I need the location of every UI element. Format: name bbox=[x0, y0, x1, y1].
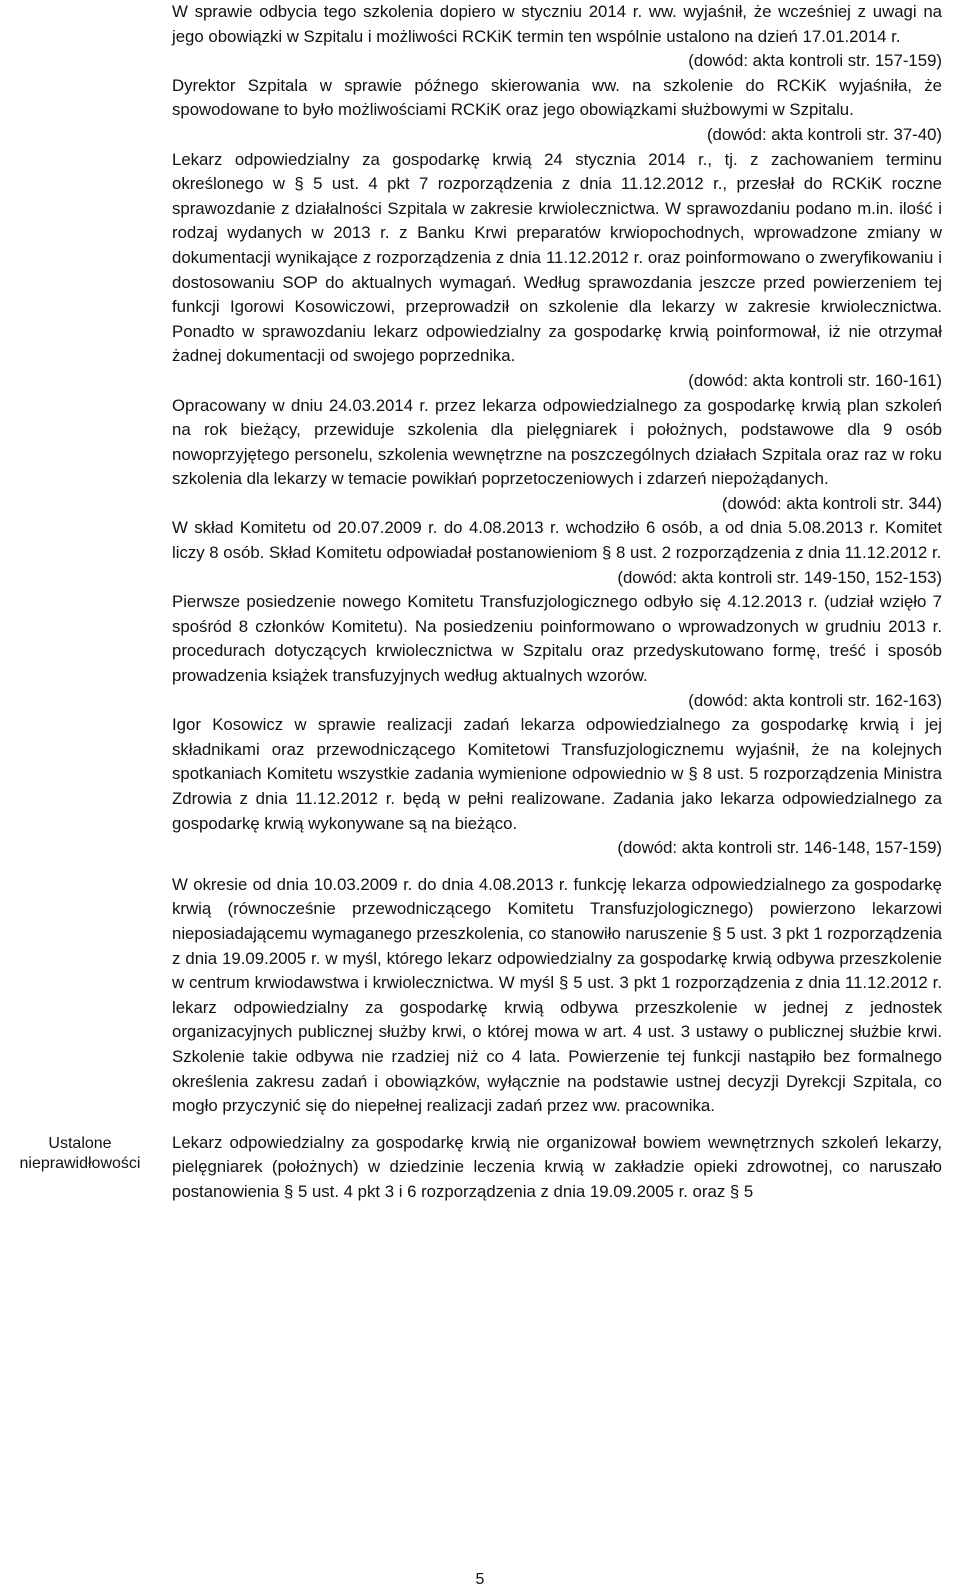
paragraph: Pierwsze posiedzenie nowego Komitetu Transfuzjologicznego odbyło się 4.12.2013 r. (udział wzięło 7 spośród 8 członków Komitetu). Na posiedzeniu poinformowano o wprowadzonych w grudniu 2013 r. procedurach dotyczących krwiolecznictwa w Szpitalu oraz przedyskutowano formę, treść i sposób prowadzenia książek transfuzyjnych według aktualnych wzorów. bbox=[172, 592, 942, 686]
evidence-reference: (dowód: akta kontroli str. 344) bbox=[721, 493, 942, 513]
margin-label-line1: Ustalone bbox=[48, 1135, 112, 1152]
paragraph: W sprawie odbycia tego szkolenia dopiero w styczniu 2014 r. ww. wyjaśnił, że wcześniej z uwagi na jego obowiązki w Szpitalu i możliwości RCKiK termin ten wspólnie ustalono na dzień 17.01.2014 r. bbox=[172, 2, 942, 46]
margin-label bbox=[0, 1134, 160, 1174]
paragraph: Dyrektor Szpitala w sprawie późnego skierowania ww. na szkolenie do RCKiK wyjaśniła, że spowodowane to było możliwościami RCKiK oraz jego obowiązkami służbowymi w Szpitalu. bbox=[172, 75, 942, 120]
evidence-reference: (dowód: akta kontroli str. 160-161) bbox=[688, 370, 942, 390]
evidence-reference: (dowód: akta kontroli str. 37-40) bbox=[706, 124, 942, 144]
irregularity-paragraph: Lekarz odpowiedzialny za gospodarkę krwią nie organizował bowiem wewnętrznych szkoleń lekarzy, pielęgniarek (położnych) w dziedzinie leczenia krwią w zakładzie opieki zdrowotnej, co naruszało postanowienia § 5 ust. 4 pkt 3 i 6 rozporządzenia z dnia 19.09.2005 r. oraz § 5 bbox=[172, 1132, 942, 1201]
paragraph: Lekarz odpowiedzialny za gospodarkę krwią 24 stycznia 2014 r., tj. z zachowaniem terminu określonego w § 5 ust. 4 pkt 7 rozporządzenia z dnia 11.12.2012 r., przesłał do RCKiK roczne sprawozdanie z działalności Szpitala w zakresie krwiolecznictwa. W sprawozdaniu podano m.in. ilość i rodzaj wydanych w 2013 r. z Banku Krwi preparatów krwiopochodnych, wprowadzone zmiany w dokumentacji wynikające z rozporządzenia z dnia 11.12.2012 r. oraz poinformowano o zweryfikowaniu i dostosowaniu SOP do aktualnych wymagań. Według sprawozdania jeszcze przed powierzeniem tej funkcji Igorowi Kosowiczowi, przeprowadził on szkolenie dla lekarzy w zakresie krwiolecznictwa. Ponadto w sprawozdaniu lekarz odpowiedzialny za gospodarkę krwią poinformował, iż nie otrzymał żadnej dokumentacji od swojego poprzednika. bbox=[172, 149, 942, 366]
irregularity-paragraph: W okresie od dnia 10.03.2009 r. do dnia 4.08.2013 r. funkcję lekarza odpowiedzialnego za gospodarkę krwią (równocześnie przewodniczącego Komitetu Transfuzjologicznego) powierzono lekarzowi nieposiadającemu wymaganego przeszkolenia, co stanowiło naruszenie § 5 ust. 3 pkt 1 rozporządzenia z dnia 19.09.2005 r. w myśl, którego lekarz odpowiedzialny za gospodarkę krwią odbywa przeszkolenie w centrum krwiodawstwa i krwiolecznictwa. W myśl § 5 ust. 3 pkt 1 rozporządzenia z dnia 11.12.2012 r. lekarz odpowiedzialny za gospodarkę krwią odbywa przeszkolenie w jednej z jednostek organizacyjnych publicznej służby krwi, o której mowa w art. 4 ust. 3 ustawy o publicznej służbie krwi. Szkolenie takie odbywa nie rzadziej niż co 4 lata. Powierzenie tej funkcji nastąpiło bez formalnego określenia zakresu zadań i obowiązków, wyłącznie na podstawie ustnej decyzji Dyrekcji Szpitala, co mogło przyczynić się do niepełnej realizacji zadań przez ww. pracownika. bbox=[172, 874, 942, 1116]
evidence-reference: (dowód: akta kontroli str. 149-150, 152-153) bbox=[617, 567, 942, 587]
evidence-reference: (dowód: akta kontroli str. 162-163) bbox=[688, 690, 942, 710]
document-body bbox=[172, 0, 942, 1205]
paragraph: Igor Kosowicz w sprawie realizacji zadań lekarza odpowiedzialnego za gospodarkę krwią i jej składnikami oraz przewodniczącego Komitetowi Transfuzjologicznemu wyjaśnił, że na kolejnych spotkaniach Komitetu wszystkie zadania wymienione odpowiednio w § 8 ust. 5 rozporządzenia Ministra Zdrowia z dnia 11.12.2012 r. będą w pełni realizowane. Zadania jako lekarza odpowiedzialnego za gospodarkę krwią wykonywane są na bieżąco. bbox=[172, 715, 942, 833]
paragraph: Opracowany w dniu 24.03.2014 r. przez lekarza odpowiedzialnego za gospodarkę krwią plan szkoleń na rok bieżący, przewiduje szkolenia dla pielęgniarek i położnych, podstawowe dla 9 osób nowoprzyjętego personelu, szkolenia wewnętrzne na poszczególnych działach Szpitala oraz raz w roku szkolenia dla lekarzy w temacie powikłań poprzetoczeniowych i zdarzeń niepożądanych. bbox=[172, 395, 942, 489]
evidence-reference: (dowód: akta kontroli str. 146-148, 157-159) bbox=[617, 838, 942, 858]
margin-label-line2: nieprawidłowości bbox=[19, 1155, 141, 1172]
evidence-reference: (dowód: akta kontroli str. 157-159) bbox=[688, 51, 942, 71]
paragraph: W skład Komitetu od 20.07.2009 r. do 4.08.2013 r. wchodziło 6 osób, a od dnia 5.08.2013 r. Komitet liczy 8 osób. Skład Komitetu odpowiadał postanowieniom § 8 ust. 2 rozporządzenia z dnia 11.12.2012 r. bbox=[172, 518, 942, 563]
page-number: 5 bbox=[475, 1571, 485, 1588]
